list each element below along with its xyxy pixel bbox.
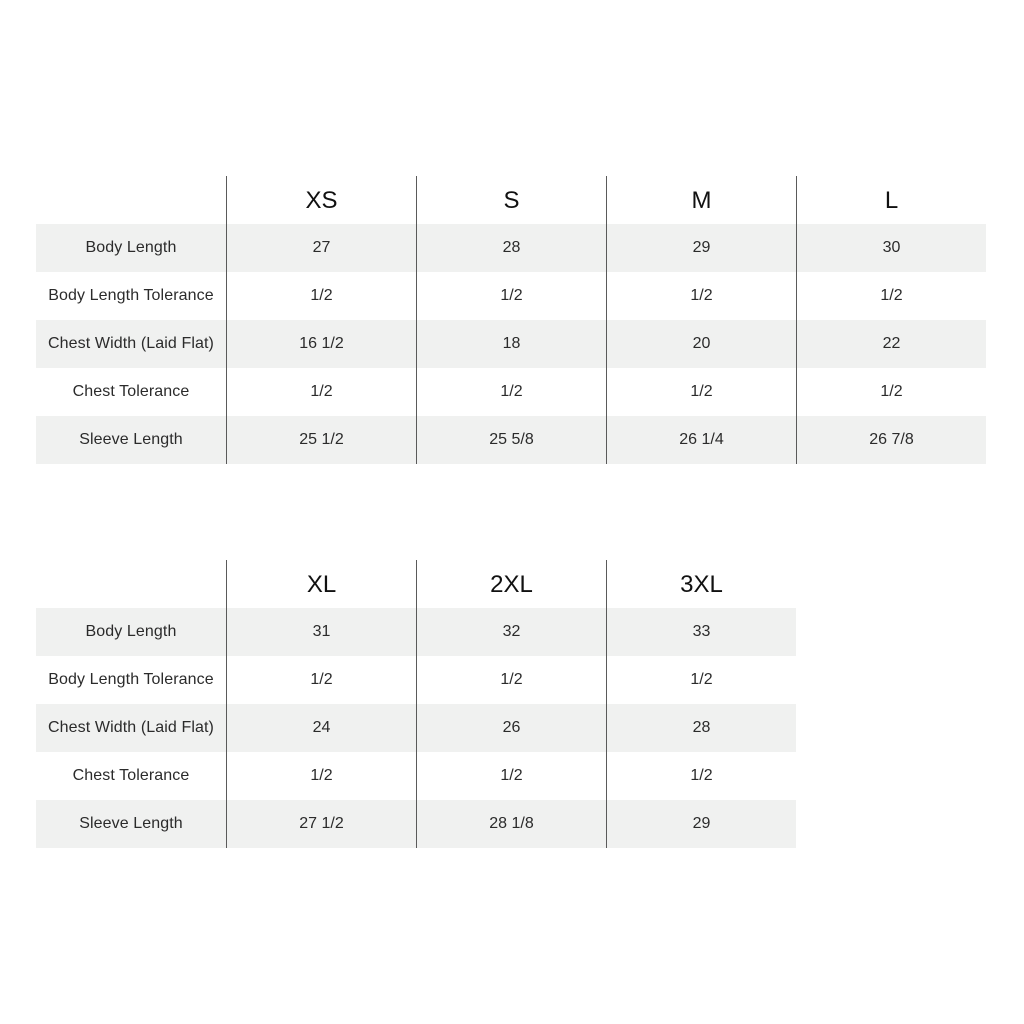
table-cell: 24 bbox=[226, 704, 416, 752]
row-label-body-length: Body Length bbox=[36, 224, 226, 272]
size-table-1 bbox=[36, 176, 988, 464]
table-cell: 1/2 bbox=[226, 368, 416, 416]
table-cell: 26 7/8 bbox=[796, 416, 986, 464]
table-row bbox=[36, 704, 988, 752]
header-corner bbox=[36, 176, 226, 224]
table-cell: 16 1/2 bbox=[226, 320, 416, 368]
size-table-2 bbox=[36, 560, 988, 848]
size-header-3xl: 3XL bbox=[606, 560, 796, 608]
table-cell: 1/2 bbox=[606, 272, 796, 320]
table-cell: 30 bbox=[796, 224, 986, 272]
table-cell: 28 bbox=[416, 224, 606, 272]
table-cell: 26 bbox=[416, 704, 606, 752]
table-cell: 1/2 bbox=[796, 368, 986, 416]
table-cell: 25 1/2 bbox=[226, 416, 416, 464]
header-corner bbox=[36, 560, 226, 608]
row-label-body-length-tolerance: Body Length Tolerance bbox=[48, 287, 214, 304]
size-header-xl: XL bbox=[226, 560, 416, 608]
table-cell: 1/2 bbox=[416, 368, 606, 416]
table-row bbox=[36, 656, 988, 704]
table-cell: 31 bbox=[226, 608, 416, 656]
table-cell: 28 1/8 bbox=[416, 800, 606, 848]
size-header-xs: XS bbox=[226, 176, 416, 224]
table-row bbox=[36, 224, 988, 272]
size-header-row bbox=[36, 560, 988, 608]
size-header-m: M bbox=[606, 176, 796, 224]
table-cell: 1/2 bbox=[416, 752, 606, 800]
table-cell: 25 5/8 bbox=[416, 416, 606, 464]
table-row bbox=[36, 320, 988, 368]
table-cell: 1/2 bbox=[796, 272, 986, 320]
table-cell: 22 bbox=[796, 320, 986, 368]
size-header-row bbox=[36, 176, 988, 224]
table-row bbox=[36, 272, 988, 320]
table-row bbox=[36, 608, 988, 656]
table-cell: 33 bbox=[606, 608, 796, 656]
size-header-l: L bbox=[796, 176, 986, 224]
size-header-s: S bbox=[416, 176, 606, 224]
table-cell: 1/2 bbox=[606, 368, 796, 416]
row-label-chest-width: Chest Width (Laid Flat) bbox=[36, 320, 226, 368]
table-row bbox=[36, 368, 988, 416]
table-cell: 20 bbox=[606, 320, 796, 368]
table-cell: 29 bbox=[606, 224, 796, 272]
row-label-sleeve-length: Sleeve Length bbox=[36, 416, 226, 464]
table-cell: 1/2 bbox=[606, 752, 796, 800]
table-cell: 1/2 bbox=[226, 752, 416, 800]
row-label-body-length-tolerance: Body Length Tolerance bbox=[48, 671, 214, 688]
table-cell: 1/2 bbox=[416, 272, 606, 320]
row-label-chest-tolerance: Chest Tolerance bbox=[72, 767, 190, 784]
table-cell: 18 bbox=[416, 320, 606, 368]
row-label-chest-tolerance: Chest Tolerance bbox=[72, 383, 190, 400]
row-label-chest-width: Chest Width (Laid Flat) bbox=[36, 704, 226, 752]
table-row bbox=[36, 416, 988, 464]
table-cell: 1/2 bbox=[416, 656, 606, 704]
table-cell: 27 1/2 bbox=[226, 800, 416, 848]
table-cell: 28 bbox=[606, 704, 796, 752]
table-cell: 26 1/4 bbox=[606, 416, 796, 464]
table-cell: 27 bbox=[226, 224, 416, 272]
row-label-body-length: Body Length bbox=[36, 608, 226, 656]
table-cell: 1/2 bbox=[606, 656, 796, 704]
size-header-2xl: 2XL bbox=[416, 560, 606, 608]
table-cell: 32 bbox=[416, 608, 606, 656]
table-row bbox=[36, 800, 988, 848]
table-row bbox=[36, 752, 988, 800]
table-cell: 29 bbox=[606, 800, 796, 848]
row-label-sleeve-length: Sleeve Length bbox=[36, 800, 226, 848]
table-cell: 1/2 bbox=[226, 272, 416, 320]
table-cell: 1/2 bbox=[226, 656, 416, 704]
